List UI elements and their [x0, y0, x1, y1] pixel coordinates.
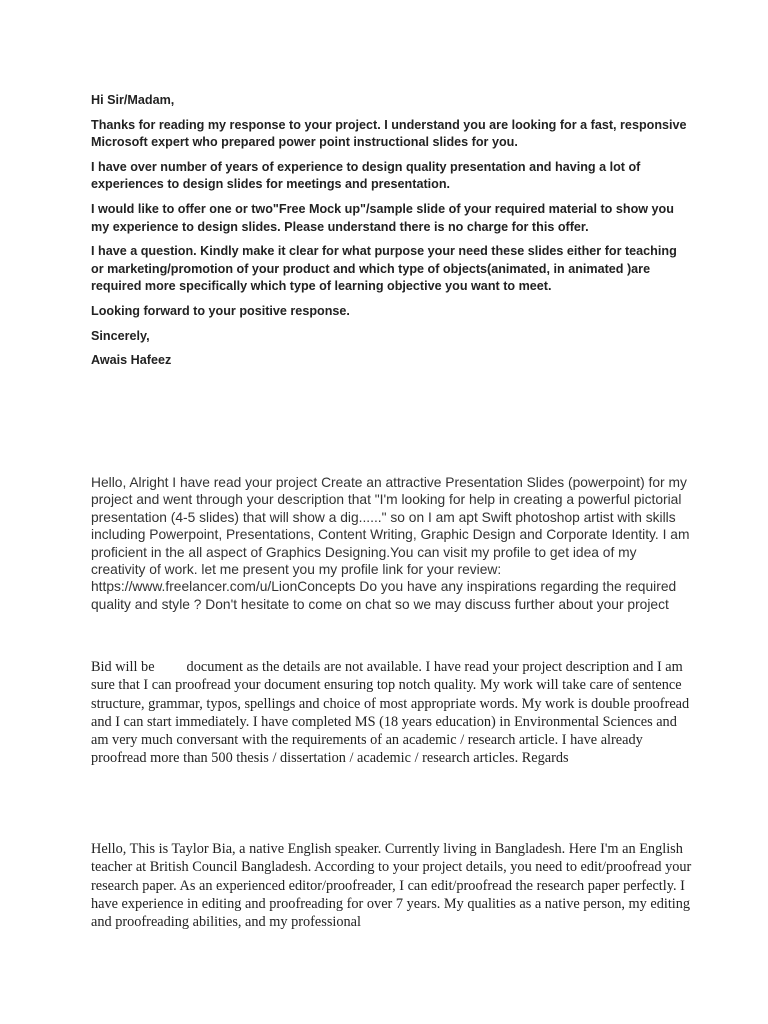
letter-closing: Sincerely, [91, 328, 150, 343]
proposal-proofreading-lead: Bid will be [91, 659, 155, 675]
proposal-native-speaker: Hello, This is Taylor Bia, a native English speaker. Currently living in Bangladesh. Here I'm an English teacher at British Council Bangladesh. According to your project details, you need to edit/proofread your research paper. As an experienced editor/proofreader, I can edit/proofread the research paper perfectly. I have experience in editing and proofreading for over 7 years. My qualities as a native person, my editing and proofreading abilities, and my professional [91, 841, 692, 931]
letter-paragraph: Thanks for reading my response to your project. I understand you are looking for a fast, responsive Microsoft expert who prepared power point instructional slides for you. [91, 117, 687, 150]
letter-paragraph: I would like to offer one or two"Free Mock up"/sample slide of your required material to show you my experience to design slides. Please understand there is no charge for this offer. [91, 201, 674, 234]
proposal-proofreading-body: document as the details are not available. I have read your project description and I am sure that I can proofread your document ensuring top notch quality. My work will take care of sentence structure, grammar, typos, spellings and choice of most appropriate words. My work is double proofread and I can start immediately. I have completed MS (18 years education) in Environmental Sciences and am very much conversant with the requirements of an academic / research article. I have already proofread more than 500 thesis / dissertation / academic / research articles. Regards [91, 659, 690, 767]
letter-paragraph: Looking forward to your positive response. [91, 303, 350, 318]
letter-greeting: Hi Sir/Madam, [91, 93, 175, 107]
proposal-proofreading [91, 658, 695, 768]
letter-signature: Awais Hafeez [91, 353, 172, 368]
letter-paragraph: I have over number of years of experience to design quality presentation and having a lot of experiences to design slides for meetings and presentation. [91, 159, 641, 192]
proposal-presentation-slides: Hello, Alright I have read your project Create an attractive Presentation Slides (powerpoint) for my project and went through your description that "I'm looking for help in creating a powerful pictorial presentation (4-5 slides) that will show a dig......" so on I am apt Swift photoshop artist with skills including Powerpoint, Presentations, Content Writing, Graphic Design and Corporate Identity. I am proficient in the all aspect of Graphics Designing.You can visit my profile to get idea of my creativity of work. let me present you my profile link for your review: https://www.freelancer.com/u/LionConcepts Do you have any inspirations regarding the required quality and style ? Don't hesitate to come on chat so we may discuss further about your project [91, 475, 690, 612]
letter-paragraph: I have a question. Kindly make it clear for what purpose your need these slides either for teaching or marketing/promotion of your product and which type of objects(animated, in animated )are required more specifically which type of learning objective you want to meet. [91, 244, 677, 294]
cover-letter [91, 92, 691, 370]
